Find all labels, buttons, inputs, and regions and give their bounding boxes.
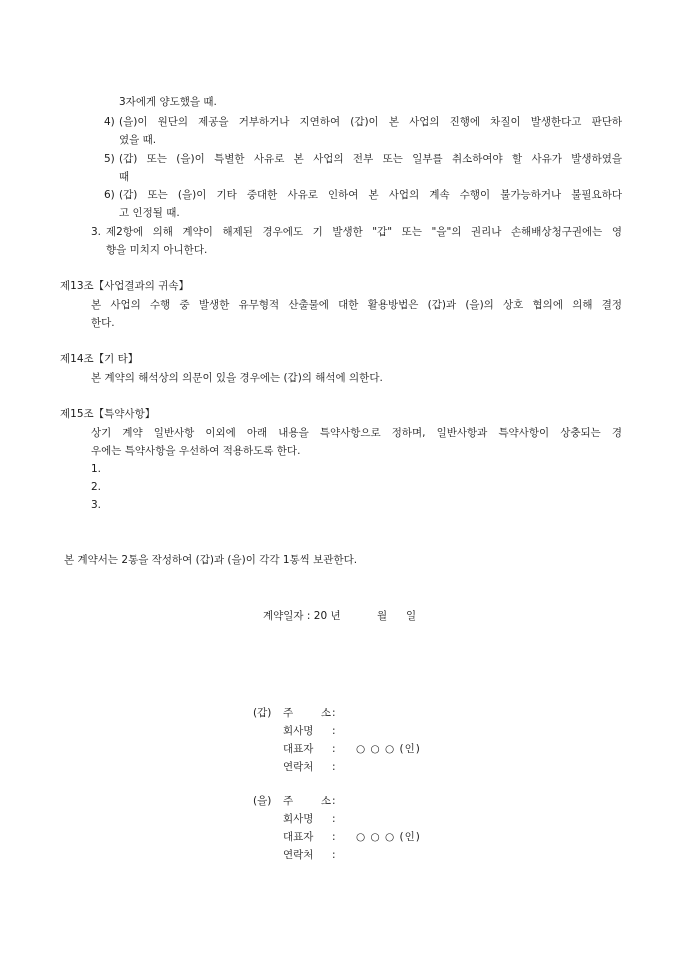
clause15-line1: 상기 계약 일반사항 이외에 아래 내용을 특약사항으로 정하며, 일반사항과 특약사항이 상충되는 경 [91, 427, 622, 439]
party-b-rep-colon: : [332, 831, 336, 843]
clause12-item5-number: 5) [104, 153, 115, 165]
clause13-line1: 본 사업의 수행 중 발생한 유무형적 산출물에 대한 활용방법은 (갑)과 (을)의 상호 협의에 의해 결정 [91, 299, 622, 311]
clause13-line2: 한다. [91, 317, 115, 329]
party-b-rep-value: ○ ○ ○ (인) [356, 831, 421, 843]
party-b-contact-label: 연락처 [283, 849, 314, 861]
clause12-para3-number: 3. [91, 226, 102, 238]
party-a-company-label: 회사명 [283, 725, 314, 737]
clause12-item6-line1: (갑) 또는 (을)이 기타 중대한 사유로 인하여 본 사업의 계속 수행이 불가능하거나 불필요하다 [119, 189, 622, 201]
party-a-prefix: (갑) [253, 707, 272, 719]
party-b-rep-label: 대표자 [283, 831, 314, 843]
party-b-address-label: 주 소 [283, 795, 331, 807]
contract-date-month: 월 [377, 610, 388, 622]
contract-date-day: 일 [406, 610, 417, 622]
clause12-item4-number: 4) [104, 116, 115, 128]
party-b-contact-colon: : [332, 849, 336, 861]
party-a-address-label: 주 소 [283, 707, 331, 719]
clause15-item-3: 3. [91, 499, 102, 511]
clause12-para3-line2: 향을 미치지 아니한다. [106, 244, 208, 256]
closing-statement: 본 계약서는 2통을 작성하여 (갑)과 (을)이 각각 1통씩 보관한다. [64, 554, 358, 566]
party-b-company-colon: : [332, 813, 336, 825]
clause12-item4-line2: 였을 때. [119, 134, 157, 146]
clause12-item3-continuation: 3자에게 양도했을 때. [119, 96, 217, 108]
party-b-address-colon: : [332, 795, 336, 807]
clause13-title: 제13조【사업결과의 귀속】 [60, 280, 189, 292]
party-a-rep-value: ○ ○ ○ (인) [356, 743, 421, 755]
party-a-company-colon: : [332, 725, 336, 737]
party-a-contact-colon: : [332, 761, 336, 773]
party-a-contact-label: 연락처 [283, 761, 314, 773]
clause12-item6-number: 6) [104, 189, 115, 201]
clause12-item4-line1: (을)이 원단의 제공을 거부하거나 지연하여 (갑)이 본 사업의 진행에 차질이 발생한다고 판단하 [119, 116, 622, 128]
clause15-title: 제15조【특약사항】 [60, 408, 156, 420]
party-b-prefix: (을) [253, 795, 272, 807]
party-a-rep-colon: : [332, 743, 336, 755]
clause12-item5-line2: 때 [119, 171, 130, 183]
clause12-item5-line1: (갑) 또는 (을)이 특별한 사유로 본 사업의 전부 또는 일부를 취소하여야 할 사유가 발생하였을 [119, 153, 622, 165]
clause15-line2: 우에는 특약사항을 우선하여 적용하도록 한다. [91, 445, 301, 457]
clause14-title: 제14조【기 타】 [60, 353, 139, 365]
clause15-item-1: 1. [91, 463, 102, 475]
party-b-company-label: 회사명 [283, 813, 314, 825]
clause14-line1: 본 계약의 해석상의 의문이 있을 경우에는 (갑)의 해석에 의한다. [91, 372, 383, 384]
party-a-address-colon: : [332, 707, 336, 719]
party-a-rep-label: 대표자 [283, 743, 314, 755]
contract-date-label: 계약일자 : 20 년 [263, 610, 341, 622]
clause12-para3-line1: 제2항에 의해 계약이 해제된 경우에도 기 발생한 "갑" 또는 "을"의 권리나 손해배상청구권에는 영 [106, 226, 622, 238]
clause15-item-2: 2. [91, 481, 102, 493]
clause12-item6-line2: 고 인정될 때. [119, 207, 180, 219]
